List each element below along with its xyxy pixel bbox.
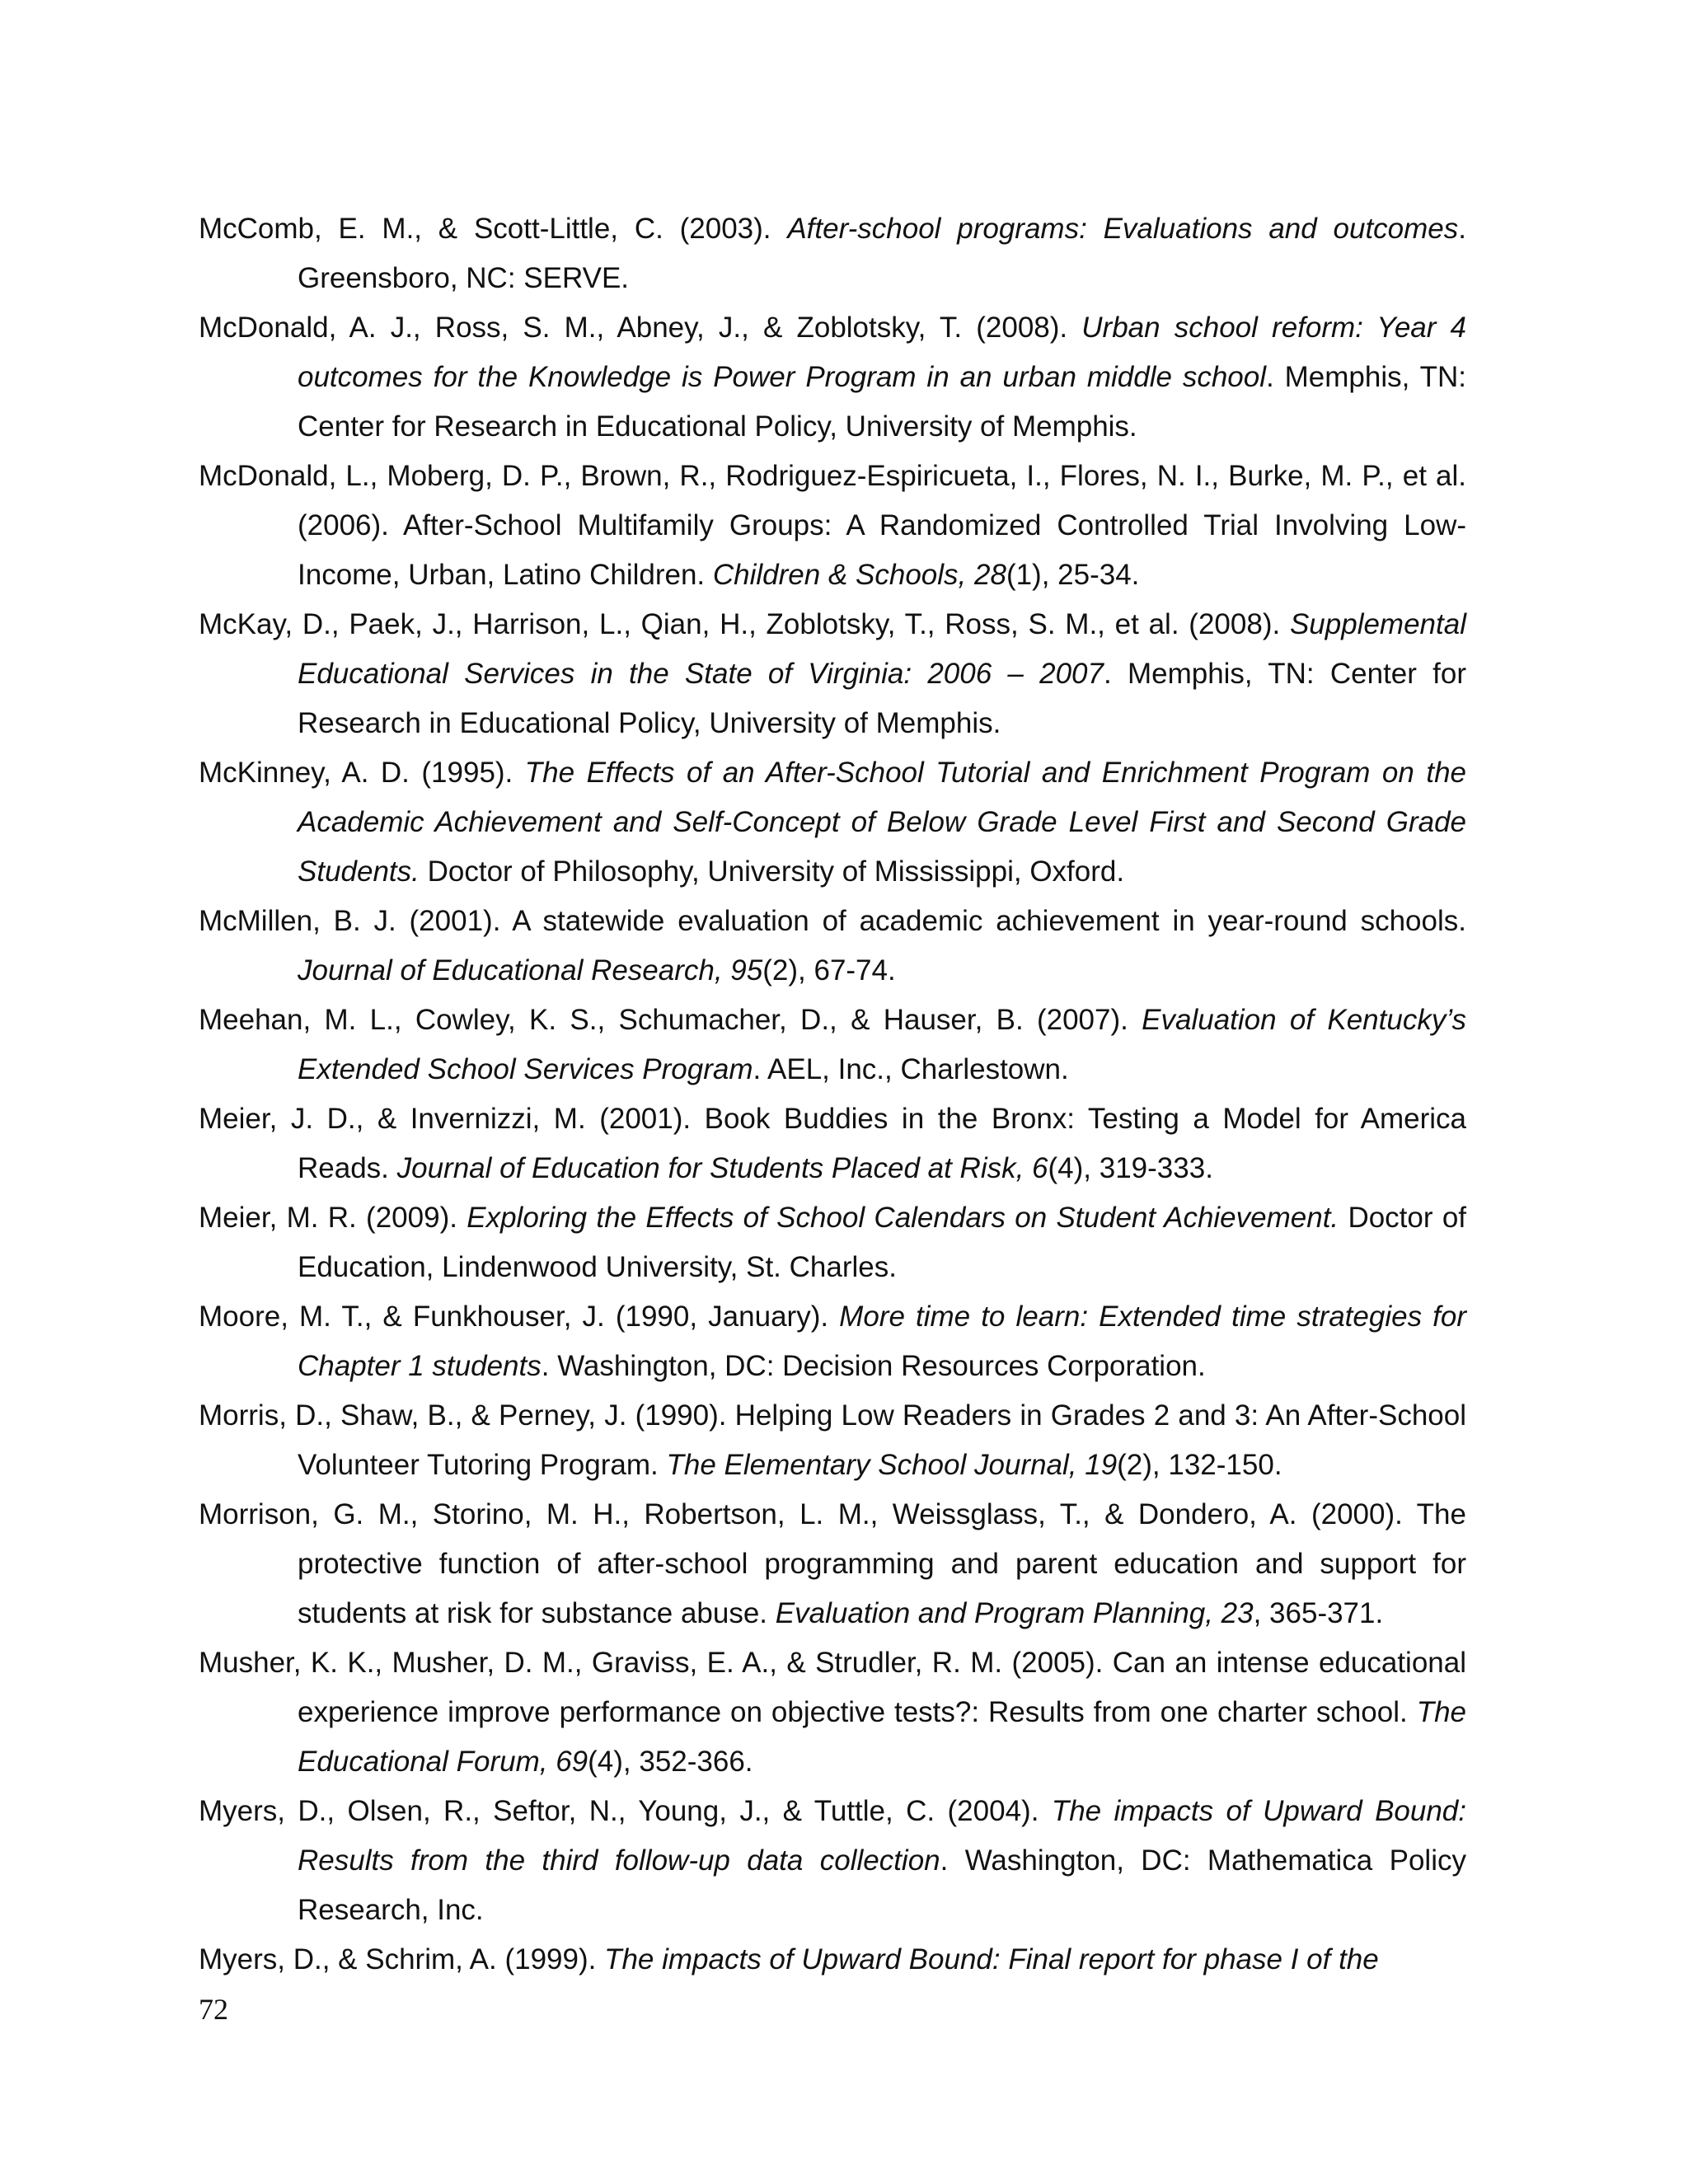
reference-text: Myers, D., Olsen, R., Seftor, N., Young, J., & Tuttle, C. (2004). <box>199 1795 1052 1827</box>
reference-italic-text: Urban school reform: Year 4 outcomes for the Knowledge is Power Program in an urban middle school <box>298 312 1467 393</box>
reference-entry <box>199 996 1466 1094</box>
reference-entry <box>199 303 1466 452</box>
reference-text: (2), 132-150. <box>1117 1449 1282 1481</box>
reference-text: (1), 25-34. <box>1006 559 1140 591</box>
reference-text: . Greensboro, NC: SERVE. <box>298 213 1467 294</box>
reference-italic-text: The impacts of Upward Bound: Final report for phase I of the <box>604 1943 1379 1975</box>
reference-italic-text: Journal of Educational Research, 95 <box>298 954 763 987</box>
reference-italic-text: Journal of Education for Students Placed at Risk, 6 <box>396 1152 1048 1184</box>
reference-text: McKinney, A. D. (1995). <box>199 757 525 789</box>
reference-text: . AEL, Inc., Charlestown. <box>753 1053 1069 1085</box>
reference-text: (4), 352-366. <box>588 1746 753 1778</box>
reference-italic-text: The impacts of Upward Bound: Results from the third follow-up data collection <box>298 1795 1466 1877</box>
reference-entry <box>199 897 1466 996</box>
reference-text: (4), 319-333. <box>1048 1152 1213 1184</box>
reference-italic-text: Exploring the Effects of School Calendars on Student Achievement. <box>467 1202 1339 1234</box>
reference-italic-text: The Elementary School Journal, 19 <box>666 1449 1118 1481</box>
reference-text: Meier, M. R. (2009). <box>199 1202 467 1234</box>
reference-text: , 365-371. <box>1253 1597 1384 1629</box>
reference-entry <box>199 1935 1466 1985</box>
page-number: 72 <box>199 1993 228 2026</box>
reference-italic-text: Evaluation of Kentucky’s Extended School Services Program <box>298 1004 1466 1085</box>
reference-text: Musher, K. K., Musher, D. M., Graviss, E. A., & Strudler, R. M. (2005). Can an intense educational experience improve performance on objective tests?: Results from one charter school. <box>199 1647 1466 1728</box>
reference-text: McKay, D., Paek, J., Harrison, L., Qian, H., Zoblotsky, T., Ross, S. M., et al. (2008). <box>199 608 1290 640</box>
reference-text: McDonald, A. J., Ross, S. M., Abney, J., & Zoblotsky, T. (2008). <box>199 312 1082 344</box>
reference-text: Meier, J. D., & Invernizzi, M. (2001). Book Buddies in the Bronx: Testing a Model for America Reads. <box>199 1103 1466 1184</box>
reference-text: Morris, D., Shaw, B., & Perney, J. (1990). Helping Low Readers in Grades 2 and 3: An After-School Volunteer Tutoring Program. <box>199 1399 1466 1481</box>
reference-entry <box>199 600 1466 748</box>
reference-list <box>199 204 1466 1985</box>
reference-text: Meehan, M. L., Cowley, K. S., Schumacher, D., & Hauser, B. (2007). <box>199 1004 1142 1036</box>
reference-text: Doctor of Education, Lindenwood University, St. Charles. <box>298 1202 1467 1283</box>
reference-entry <box>199 452 1466 600</box>
reference-text: Myers, D., & Schrim, A. (1999). <box>199 1943 605 1975</box>
reference-italic-text: More time to learn: Extended time strategies for Chapter 1 students <box>298 1301 1466 1382</box>
reference-text: McDonald, L., Moberg, D. P., Brown, R., Rodriguez-Espiricueta, I., Flores, N. I., Burke, M. P., et al. (2006). After-School Multifamily Groups: A Randomized Controlled Trial Involving Low-Income, Urban, Latino Children. <box>199 460 1466 591</box>
reference-text: Moore, M. T., & Funkhouser, J. (1990, January). <box>199 1301 840 1333</box>
reference-text: . Memphis, TN: Center for Research in Educational Policy, University of Memphis. <box>298 658 1466 739</box>
reference-entry <box>199 1391 1466 1490</box>
reference-entry <box>199 1490 1466 1638</box>
reference-entry <box>199 1292 1466 1391</box>
reference-text: . Washington, DC: Mathematica Policy Research, Inc. <box>298 1844 1466 1926</box>
reference-italic-text: The Effects of an After-School Tutorial and Enrichment Program on the Academic Achievement and Self-Concept of Below Grade Level First and Second Grade Students. <box>298 757 1467 888</box>
reference-entry <box>199 1638 1466 1787</box>
reference-text: McMillen, B. J. (2001). A statewide evaluation of academic achievement in year-round schools. <box>199 905 1466 937</box>
reference-italic-text: Supplemental Educational Services in the State of Virginia: 2006 – 2007 <box>298 608 1466 690</box>
reference-text: McComb, E. M., & Scott-Little, C. (2003). <box>199 213 788 245</box>
reference-text: . Memphis, TN: Center for Research in Educational Policy, University of Memphis. <box>298 361 1466 443</box>
reference-text: Morrison, G. M., Storino, M. H., Robertson, L. M., Weissglass, T., & Dondero, A. (2000). The protective function of after-school programming and parent education and support for students at risk for substance abuse. <box>199 1498 1466 1629</box>
reference-entry <box>199 748 1466 897</box>
reference-italic-text: Children & Schools, 28 <box>712 559 1006 591</box>
reference-italic-text: The Educational Forum, 69 <box>298 1696 1466 1778</box>
reference-entry <box>199 204 1466 303</box>
reference-italic-text: After-school programs: Evaluations and outcomes <box>787 213 1459 245</box>
reference-entry <box>199 1193 1466 1292</box>
reference-italic-text: Evaluation and Program Planning, 23 <box>775 1597 1254 1629</box>
reference-text: (2), 67-74. <box>762 954 896 987</box>
reference-text: Doctor of Philosophy, University of Mississippi, Oxford. <box>419 855 1125 888</box>
reference-entry <box>199 1787 1466 1935</box>
reference-entry <box>199 1094 1466 1193</box>
reference-text: . Washington, DC: Decision Resources Corporation. <box>541 1350 1206 1382</box>
